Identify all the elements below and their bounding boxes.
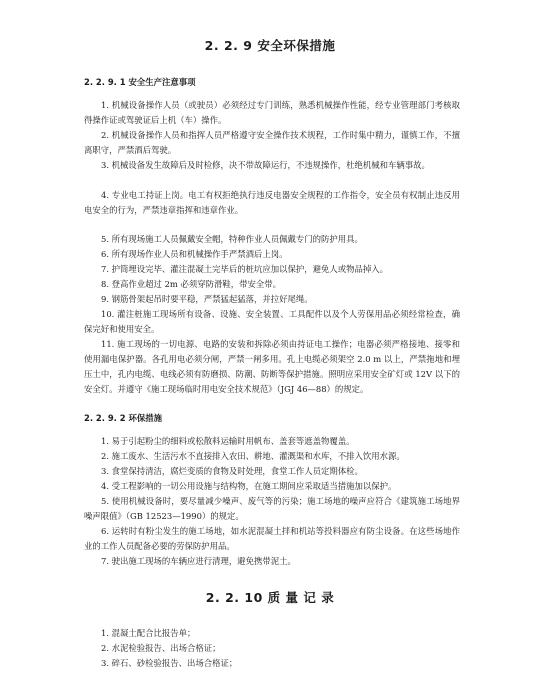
- env-item-6: 6. 运转时有粉尘发生的施工场地，如水泥混凝土拌和机站等投料器应有防尘设备。在这些场地作业的工作人员配备必要的劳保防护用品。: [84, 526, 460, 551]
- safety-item-7: 7. 护筒埋设完毕、灌注混凝土完毕后的桩坑应加以保护，避免人或物品掉入。: [101, 264, 389, 274]
- subsection-heading-environment: 2. 2. 9. 2 环保措施: [84, 413, 163, 423]
- subsection-heading-safety: 2. 2. 9. 1 安全生产注意事项: [84, 77, 196, 87]
- safety-item-3: 3. 机械设备发生故障后及时检修，决不带故障运行，不违规操作，杜绝机械和车辆事故。: [101, 160, 430, 170]
- safety-item-6: 6. 所有现场作业人员和机械操作手严禁酒后上岗。: [101, 249, 288, 259]
- env-item-7: 7. 驶出施工现场的车辆应进行清理，避免携带泥土。: [101, 556, 296, 566]
- safety-item-10: 10. 灌注桩施工现场所有设备、设施、安全装置、工具配件以及个人劳保用品必须经常检查，确保完好和使用安全。: [84, 309, 460, 334]
- safety-item-4: 4. 专业电工持证上岗。电工有权拒绝执行违反电器安全规程的工作指令，安全员有权制止违反用电安全的行为，严禁违章指挥和违章作业。: [84, 190, 460, 215]
- safety-item-8: 8. 登高作业超过 2m 必须穿防滑鞋，带安全带。: [101, 279, 281, 289]
- record-item-3: 3. 碎石、砂检验报告、出场合格证；: [101, 658, 238, 668]
- safety-item-11: 11. 施工现场的一切电源、电路的安装和拆除必须由持证电工操作；电器必须严格接地、接零和使用漏电保护器。各孔用电必须分闸，严禁一闸多用。孔上电缆必须架空 2.0 m 以上，严禁拖地和埋压土中，孔内电缆、电线必须有防磨损、防潮、防断等保护措施。照明应采用安全矿灯或 12V 以下的安全灯。并遵守《施工现场临时用电安全技术规范》（JGJ 46—88）的规定。: [84, 339, 460, 394]
- section-heading-2-2-9: 2. 2. 9 安全环保措施: [204, 38, 336, 53]
- env-item-4: 4. 受工程影响的一切公用设施与结构物，在施工期间应采取适当措施加以保护。: [101, 481, 397, 491]
- safety-item-2: 2. 机械设备操作人员和指挥人员严格遵守安全操作技术规程，工作时集中精力，谨慎工作，不擅离职守，严禁酒后驾驶。: [84, 130, 460, 155]
- env-item-3: 3. 食堂保持清洁，腐烂变质的食物及时处理，食堂工作人员定期体检。: [101, 466, 363, 476]
- env-item-1: 1. 易于引起粉尘的细料或松散料运输时用帆布、盖套等遮盖物覆盖。: [101, 436, 355, 446]
- env-item-5: 5. 使用机械设备时，要尽量减少噪声、废气等的污染；施工场地的噪声应符合《建筑施工场地界噪声限值》（GB 12523—1990）的规定。: [84, 496, 460, 521]
- safety-item-5: 5. 所有现场施工人员佩戴安全帽，特种作业人员佩戴专门的防护用具。: [101, 234, 363, 244]
- record-item-1: 1. 混凝土配合比报告单；: [101, 628, 196, 638]
- safety-item-1: 1. 机械设备操作人员（或驶员）必须经过专门训练，熟悉机械操作性能，经专业管理部门考核取得操作证或驾驶证后上机（车）操作。: [84, 100, 460, 125]
- env-item-2: 2. 施工废水、生活污水不直接排入农田、耕地、灌溉渠和水库，不排入饮用水源。: [101, 451, 405, 461]
- section-heading-2-2-10: 2. 2. 10 质 量 记 录: [205, 590, 335, 605]
- record-item-2: 2. 水泥检验报告、出场合格证；: [101, 643, 221, 653]
- safety-item-9: 9. 钢筋骨架起吊时要平稳，严禁猛起猛落，并拉好尾绳。: [101, 294, 313, 304]
